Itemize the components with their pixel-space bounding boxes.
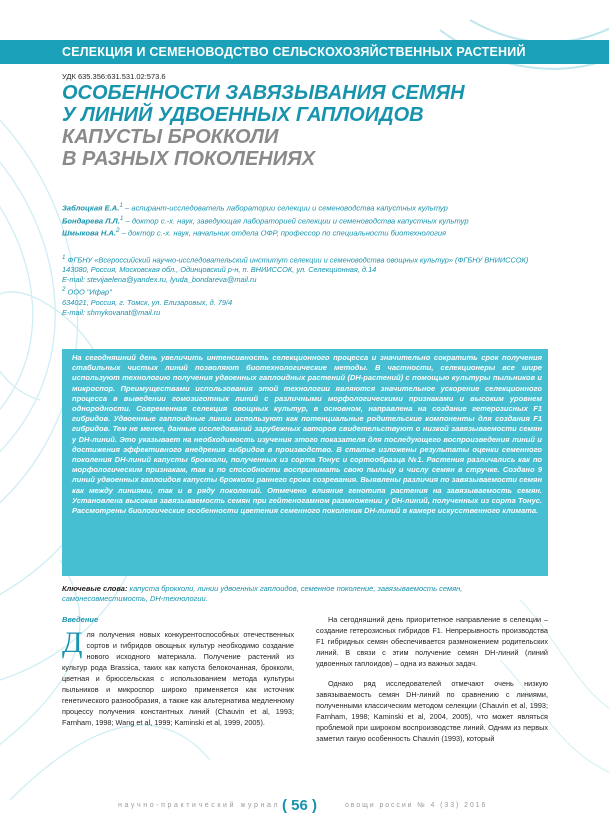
body-paragraph: Однако ряд исследователей отмечают очень низкую завязываемость семян DH-линий по сравнению с линиями, полученными классическим методом селекции (Chauvin et al, 1993; Farnham, 1998; Kaminski et al, 2004, 2005), что может являться проблемой при широком воспроизводстве линий. Одним из первых заметил такую особенность Chauvin (1993), который — [316, 679, 548, 743]
affiliation-sup: 2 — [62, 286, 66, 294]
affiliation-name-text: ООО "Ифар" — [65, 287, 112, 297]
affiliations — [62, 253, 562, 318]
author-entry — [62, 201, 562, 214]
page-number — [282, 797, 317, 814]
body-paragraph: На сегодняшний день приоритетное направление в селекции – создание гетерозисных гибридов F1. Непрерывность производства F1 гибридных семян обеспечивается размножением родительских линий. В связи с этим получение семян DH-линий (линий удвоенных гаплоидов) – одна из важных задач. — [316, 615, 548, 668]
author-name: Заблоцкая Е.А. — [62, 203, 120, 213]
page-number-value: 56 — [291, 797, 308, 814]
udc-code: УДК 635.356:631.531.02:573.6 — [62, 72, 166, 81]
affiliation-2-name — [62, 285, 562, 297]
author-desc: – аспирант-исследователь лаборатории селекции и семеноводства капустных культур — [122, 203, 448, 213]
author-entry — [62, 214, 562, 227]
title-line-4: В РАЗНЫХ ПОКОЛЕНИЯХ — [62, 148, 316, 170]
author-affil-sup: 1 — [119, 202, 123, 209]
author-desc: – доктор с.-х. наук, заведующая лабораторией селекции и семеноводства капустных культур — [123, 216, 469, 226]
affiliation-name-text: ФГБНУ «Всероссийский научно-исследовательский институт селекции и семеноводства овощных культур» (ФГБНУ ВНИИССОК) — [65, 255, 529, 265]
body-column-left — [62, 614, 294, 728]
abstract-text: На сегодняшний день увеличить интенсивность селекционного процесса и значительно сократить срок получения стабильных чистых линий позволяют биотехнологические методы. В частности, селекционеры все шире используют технологию получения удвоенных гаплоидных растений (DH-растений) с помощью культуры пыльников и микроспор. Преимуществами использования этой технологии являются значительное ускорение селекционного процесса в выведении гомозиготных линий с различными морфологическими признаками и высоким уровнем однородности. Современная селекция овощных культур, в основном, направлена на создание гетерозисных F1 гибридов. Удвоенные гаплоидные линии используют как потенциальные родительские компоненты для создания F1 гибридов. Тем не менее, данные исследований зарубежных авторов свидетельствуют о низкой завязываемости семян у DH-линий. Это указывает на необходимость изучения этого показателя для последующего воспроизведения линий и достижения эффективного внедрения гибридов в производство. В статье изложены результаты оценки семенного поколения DH-линий капусты брокколи, полученных из сорта Тонус и сортообразца №1. Растения различались как по морфологическим признакам, так и по способности воспринимать свою пыльцу и числу семян в стручке. Создано 9 линий удвоенных гаплоидов капусты брокколи раннего срока созревания. Выявлены различия по завязываемости семян как между линиями, так и в ряду поколений. Отмечено влияние генотипа растения на завязываемость семян. Установлена высокая завязываемость семян при гейтеногамном размножении у DH-линий, полученных из сорта Тонус. Рассмотрены биологические особенности цветения семенного поколения DH-линий в камере искусственного климата. — [72, 353, 542, 516]
affiliation-1-name — [62, 253, 562, 265]
page-bracket-open: ( — [282, 797, 287, 814]
page-bracket-close: ) — [312, 797, 318, 814]
intro-paragraph — [62, 626, 294, 728]
article-title — [62, 82, 465, 170]
author-affil-sup: 2 — [116, 227, 120, 235]
footer-journal-issue: овощи россии № 4 (33) 2016 — [345, 802, 488, 809]
keywords-text: капуста брокколи, линии удвоенных гаплоидов, семенное поколение, завязываемость семян, самонесовместимость, DH-технологии. — [62, 584, 463, 603]
author-list — [62, 201, 562, 239]
author-affil-sup: 1 — [119, 214, 124, 222]
keywords — [62, 584, 548, 604]
affiliation-1-address: 143080, Россия, Московская обл., Одинцовский р-н, п. ВНИИССОК, ул. Селекционная, д.14 — [62, 265, 377, 275]
title-line-1: ОСОБЕННОСТИ ЗАВЯЗЫВАНИЯ СЕМЯН — [62, 82, 465, 104]
title-line-2: У ЛИНИЙ УДВОЕННЫХ ГАПЛОИДОВ — [62, 104, 424, 126]
affiliation-2-email[interactable]: E-mail: shmykovanat@mail.ru — [62, 307, 161, 317]
body-column-right — [316, 614, 548, 744]
keywords-label: Ключевые слова: — [62, 584, 128, 593]
affiliation-1-email[interactable]: E-mail: stevijaelena@yandex.ru, lyuda_bondareva@mail.ru — [62, 275, 257, 285]
author-desc: – доктор с.-х. наук, начальник отдела ОФР, профессор по специальности биотехнология — [119, 228, 447, 238]
affiliation-2-address: 634021, Россия, г. Томск, ул. Елизаровых, д. 79/4 — [62, 297, 233, 307]
drop-cap: Д — [62, 626, 83, 659]
footer-journal-type: научно-практический журнал — [118, 802, 281, 809]
author-name: Шмыкова Н.А. — [62, 228, 117, 238]
affiliation-sup: 1 — [62, 254, 66, 261]
title-line-3: КАПУСТЫ БРОККОЛИ — [62, 126, 279, 148]
section-heading-introduction: Введение — [62, 615, 99, 624]
author-name: Бондарева Л.Л. — [62, 216, 120, 226]
section-header-title: СЕЛЕКЦИЯ И СЕМЕНОВОДСТВО СЕЛЬСКОХОЗЯЙСТВЕННЫХ РАСТЕНИЙ — [62, 45, 526, 59]
intro-paragraph-text: ля получения новых конкурентоспособных отечественных сортов и гибридов овощных культур необходимо создание нового исходного материала. Получение растений из культур рода Brassica, таких как капуста белокочанная, брокколи, цветная и брюссельская с использованием метода культуры пыльников и микроспор широко применяется как источник генетического разнообразия, а также как альтернатива медленному процессу получения константных линий (Chauvin et al, 1993; Farnham, 1998; Wang et al, 1999; Kaminski et al, 1999, 2005). — [62, 630, 294, 727]
author-entry — [62, 226, 562, 239]
